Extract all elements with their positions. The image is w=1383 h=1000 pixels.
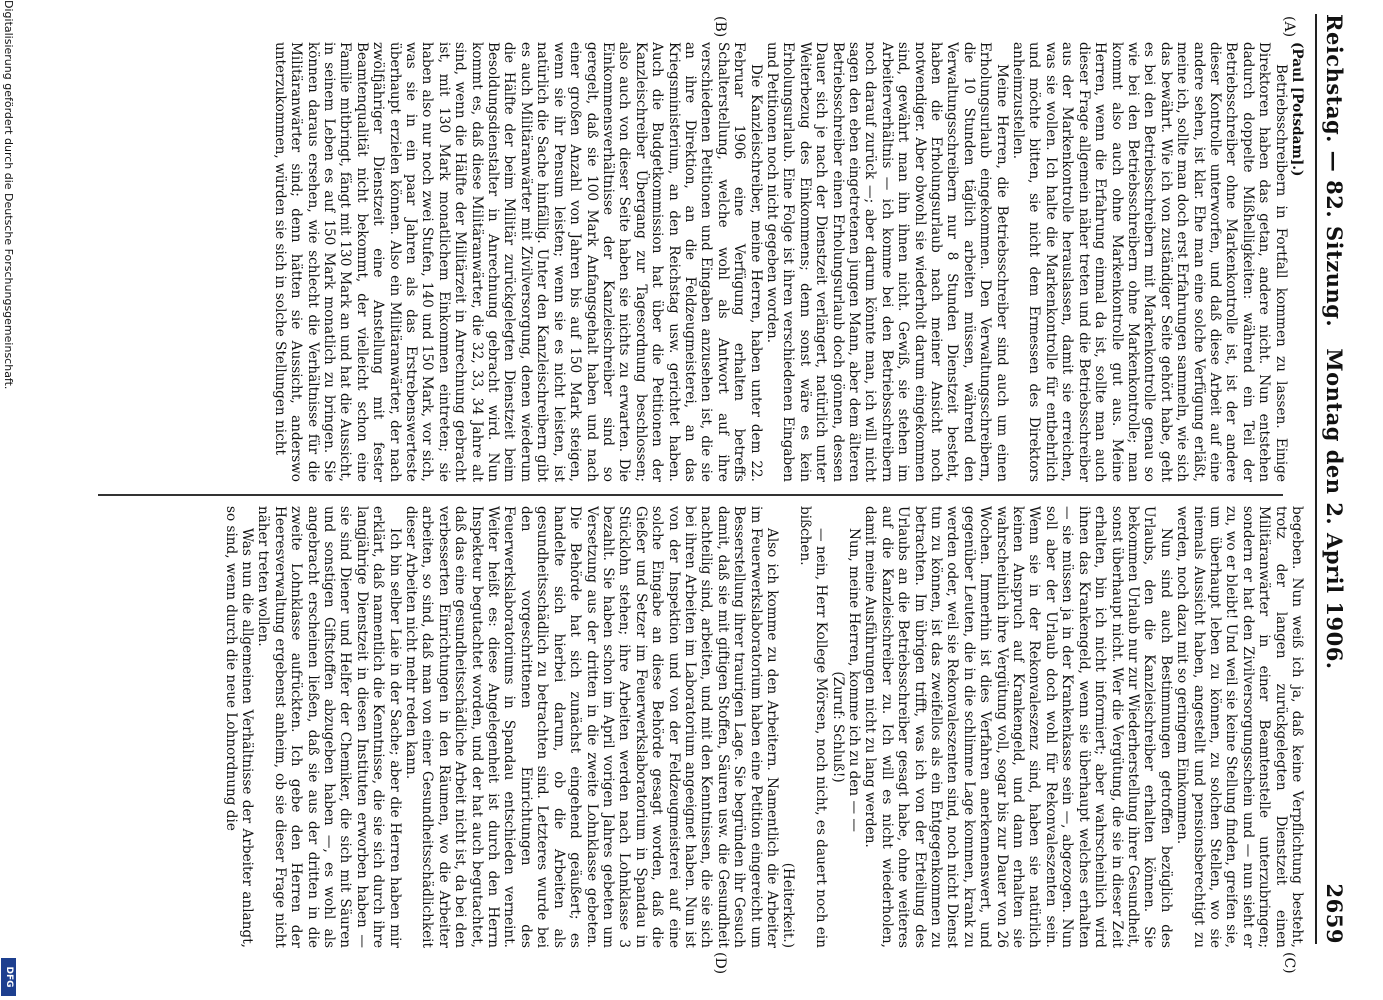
page-number: 2659 bbox=[1322, 883, 1347, 944]
margin-mark-a: (A) bbox=[1281, 16, 1297, 38]
margin-mark-c: (C) bbox=[1281, 952, 1297, 974]
paragraph: Was nun die allgemeinen Verhältnisse der Arbeiter anlangt, so sind, wenn durch die neue Lohnordnung die bbox=[222, 506, 255, 948]
margin-mark-b: (B) bbox=[712, 16, 728, 38]
interjection: (Zuruf: Schluß!) bbox=[829, 671, 846, 783]
paragraph: Also ich komme zu den Arbeitern. Namentlich die Arbeiter im Feuerwerkslaboratorium haben eine Petition eingereicht um Besserstellung ihrer traurigen Lage. Sie begründen ihr Gesuch damit, daß sie mit giftigen Stoffen, Säuren usw. die Gesundheit nachteilig sind, arbeiten, und mit den Kenntnissen, die sie sich bei ihren Arbeiten im Laboratorium angeeignet haben. Nun ist von der Inspektion und von der Feldzeugmeisterei auf eine solche Eingabe an diese Behörde gesagt worden, daß die Gießer und Setzer im Feuerwerkslaboratorium in Spandau in Stücklohn stehen; ihre Arbeiten werden nach Lohnklasse 3 bezahlt. Sie haben schon im April vorigen Jahres gebeten um Versetzung aus der dritten in die zweite Lohnklasse gebeten. Die Behörde hat sich zunächst eingehend geäußert; es handelte sich hierbei darum, ob die Arbeiten als gesundheitsschädlich zu betrachten sind. Letzteres wurde bei den vorgeschrittenen Einrichtungen des Feuerwerkslaboratoriums in Spandau entschieden verneint. Weiter heißt es: diese Angelegenheit ist durch den Herrn Inspekteur begutachtet worden, und der hat auch begutachtet, daß das eine gesundheitsschädliche Arbeit nicht ist, da bei den verbesserten Einrichtungen in den Räumen, wo die Arbeiter arbeiten, so sind, daß man von einer Gesundheitsschädlichkeit dieser Arbeiten nicht mehr reden kann. bbox=[403, 506, 780, 948]
speaker-name: (Paul [Potsdam].) bbox=[1289, 42, 1305, 177]
digitization-note: Digitalisierung gefördert durch die Deutsche Forschungsgemeinschaft. bbox=[2, 0, 15, 390]
column-divider bbox=[98, 494, 1283, 496]
margin-mark-d: (D) bbox=[712, 952, 728, 975]
paragraph: begeben. Nun weiß ich ja, daß keine Verpflichtung besteht, trotz der langen zurückgelegten Dienstzeit einen Militäranwärter in einer Beamtenstelle unterzubringen; sondern er hat den Zivilversorgungsschein und — nun sieht er zu, wo er bleibt! Und weil sie keine Stellung finden, greifen sie, um überhaupt leben zu können, zu solchen Stellen, wo sie niemals Aussicht haben, angestellt und pensionsberechtigt zu werden, noch dazu mit so geringem Einkommen. bbox=[1174, 506, 1305, 948]
left-column bbox=[90, 42, 1305, 482]
header-date: Montag den 2. April 1906. bbox=[1322, 348, 1347, 670]
paragraph: Ich bin selber Laie in der Sache; aber die Herren haben mir erklärt, daß namentlich die Kenntnisse, die sie sich durch ihre langjährige Dienstzeit in diesen Instituten erworben haben — sie sind Diener und Helfer der Chemiker, die sich mit Säuren und sonstigen Giftstoffen abzugeben haben —, es wohl als angebracht erscheinen ließen, daß sie aus der dritten in die zweite Lohnklasse aufrückten. Ich gebe den Herren der Heeresverwaltung ergebenst anheim, ob sie dieser Frage nicht näher treten wollen. bbox=[255, 506, 403, 948]
paragraph: Meine Herren, die Betriebsschreiber sind auch um einen Erholungsurlaub eingekommen. Den Verwaltungsschreibern, die 10 Stunden täglich arbeiten müssen, während den Verwaltungsschreibern nur 8 Stunden Dienstzeit besteht, haben die Erholungsurlaub nach meiner Ansicht noch notwendiger. Aber obwohl sie wiederholt darum eingekommen sind, gewährt man ihn ihnen nicht. Gewiß, sie stehen im Arbeiterverhältnis — ich komme bei den Betriebsschreibern noch darauf zurück —; aber darum könnte man, ich will nicht sagen den eben eingetretenen jungen Mann, aber dem älteren Betriebsschreiber einen Erholungsurlaub doch gönnen, dessen Dauer sich je nach der Dienstzeit verlängert, natürlich unter Weiterbezug des Einkommens; denn sonst wäre es kein Erholungsurlaub. Eine Folge ist ihren verschiedenen Eingaben und Petitionen noch nicht gegeben worden. bbox=[764, 42, 1010, 482]
paragraph: Betriebsschreibern in Fortfall kommen zu lassen. Einige Direktoren haben das getan, andere nicht. Nun entstehen dadurch doppelte Mißhelligkeiten: während ein Teil der Betriebsschreiber ohne Markenkontrolle ist, ist der andere dieser Kontrolle unterworfen, und daß diese Arbeit auf eine andere sehen, ist klar. Ehe man eine solche Verfügung erläßt, meine ich, sollte man doch erst Erfahrungen sammeln, wie sich das bewährt. Wie ich von zuständiger Seite gehört habe, geht es bei den Betriebsschreibern mit Markenkontrolle genau so wie bei den Betriebsschreibern ohne Markenkontrolle; man kommt also auch ohne Markenkontrolle gut aus. Meine Herren, wenn die Erfahrung einmal da ist, sollte man auch dieser Frage allgemein näher treten und die Betriebsschreiber aus der Markenkontrolle herauslassen, damit sie erreichen, was sie wollen. Ich halte die Markenkontrolle für entbehrlich und möchte bitten, sie nicht dem Ermessen des Direktors anheimzustellen. bbox=[1010, 42, 1289, 482]
paragraph: — nein, Herr Kollege Mörsen, noch nicht, es dauert noch ein bißchen. bbox=[796, 506, 830, 948]
paragraph: Nun, meine Herren, komme ich zu den — — bbox=[846, 528, 863, 832]
page-header bbox=[1315, 14, 1355, 944]
digitization-footer bbox=[0, 0, 16, 1000]
paragraph: Die Kanzleischreiber, meine Herren, haben unter dem 22. Februar 1906 eine Verfügung erhalten betreffs Schalterstellung, welche wohl als Antwort auf ihre verschiedenen Petitionen und Eingaben anzusehen ist, die sie an ihre Direktion, an die Feldzeugmeisterei, an das Kriegsministerium, an den Reichstag usw. gerichtet haben. Auch die Budgetkommission hat über die Petitionen der Kanzleischreiber Übergang zur Tagesordnung beschlossen; also auch von dieser Seite haben sie nichts zu erwarten. Die Einkommensverhältnisse der Kanzleischreiber sind so geregelt, daß sie 100 Mark Anfangsgehalt haben und nach einer großen Anzahl von Jahren bis auf 150 Mark steigen, wenn sie ihr Pensum leisten; wenn sie es nicht leisten, ist natürlich die Sache hinfällig. Unter den Kanzleischreibern gibt es auch Militäranwärter mit Zivilversorgung, denen wiederum die Hälfte der beim Militär zurückgelegten Dienstzeit beim Besoldungsdienstalter in Anrechnung gebracht wird. Nun kommt es, daß diese Militäranwärter, die 32, 33, 34 Jahre alt sind, wenn die Hälfte der Militärzeit in Anrechnung gebracht ist, mit 130 Mark monatlichem Einkommen eintreten; sie haben also nur noch zwei Stufen, 140 und 150 Mark, vor sich, was sie in ein paar Jahren als das Erstrebenswerteste überhaupt erzielen können. Also ein Militäranwärter, der nach zwölfjähriger Dienstzeit eine Anstellung mit fester Beamtenqualität nicht bekommt, der vielleicht schon eine Familie mitbringt, fängt mit 130 Mark an und hat die Aussicht, in seinem Leben es auf 150 Mark monatlich zu bringen. Sie können daraus ersehen, wie schlecht die Verhältnisse für die Militäranwärter sind; denn hätten sie Aussicht, anderswo unterzukommen, würden sie sich in solche Stellungen nicht bbox=[271, 42, 764, 482]
header-session: Reichstag. — 82. Sitzung. bbox=[1322, 14, 1347, 328]
right-column bbox=[90, 506, 1305, 948]
laughter-note: (Heiterkeit.) bbox=[780, 862, 797, 948]
dfg-logo: DFG bbox=[1, 958, 16, 996]
paragraph: Nun sind auch Bestimmungen getroffen bezüglich des Urlaubs, den die Kanzleischreiber erhalten können. Sie bekommen Urlaub nur zur Wiederherstellung ihrer Gesundheit, sonst überhaupt nicht. Wer die Vergütung, die sie in dieser Zeit erhalten, bin ich nicht informiert; aber wahrscheinlich wird ihnen das Krankengeld, wenn sie überhaupt welches erhalten — sie müssen ja in der Krankenkasse sein —, abgezogen. Nun soll aber der Urlaub doch wohl für Rekonvaleszenten sein. Wenn sie in der Rekonvaleszenz sind, haben sie natürlich keinen Anspruch auf Krankengeld, und dann erhalten sie wahrscheinlich ihre Vergütung voll, sogar bis zur Dauer von 26 Wochen. Immerhin ist dies Verfahren anerkennenswert, und gegenüber Leuten, die in die schlimme Lage kommen, krank zu werden oder, weil sie Rekonvaleszenten sind, noch nicht Dienst tun zu können, ist das zweifellos als ein Entgegenkommen zu betrachten. Im übrigen trifft, was ich von der Erteilung des Urlaubs an die Betriebsschreiber gesagt habe, ohne weiteres auf die Kanzleischreiber zu. Ich will es nicht wiederholen, damit meine Ausführungen nicht zu lang werden. bbox=[862, 506, 1174, 948]
header-rule bbox=[1315, 14, 1317, 944]
